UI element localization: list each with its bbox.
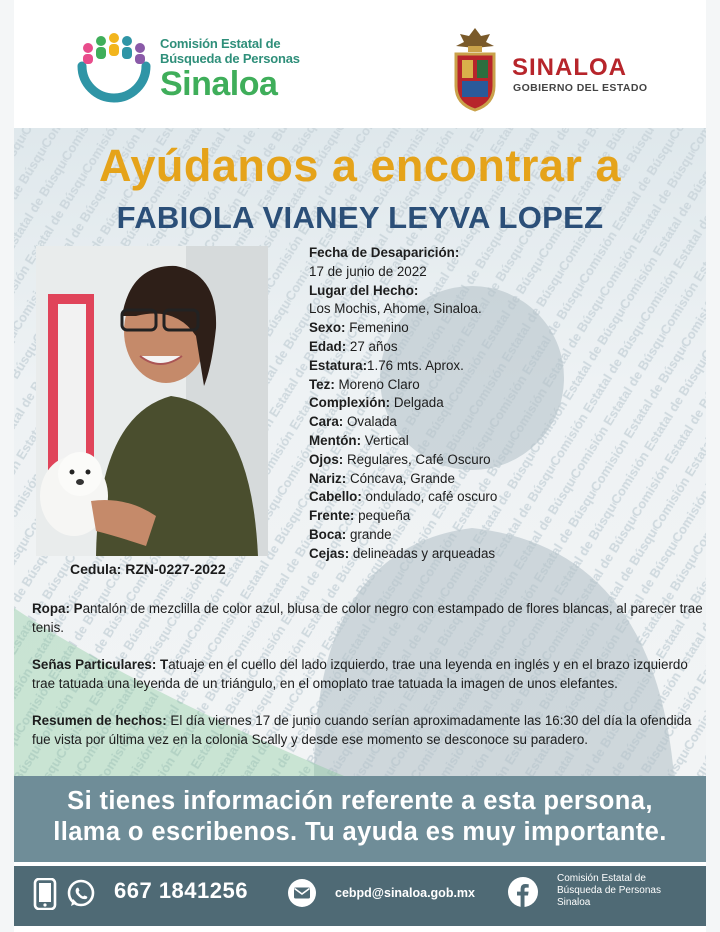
fact-complexion: Complexión: Delgada [309,395,444,411]
footer-org-line-2: Búsqueda de Personas [557,885,661,896]
facebook-icon[interactable] [507,876,539,908]
fact-tez: Tez: Moreno Claro [309,376,420,392]
fact-cabello: Cabello: ondulado, café oscuro [309,489,498,505]
fact-cara: Cara: Ovalada [309,414,397,430]
whatsapp-icon [66,879,96,909]
fact-estatura: Estatura:1.76 mts. Aprox. [309,357,464,373]
cta-line-1: Si tienes información referente a esta persona, [67,787,653,815]
resumen-paragraph: Resumen de hechos: El día viernes 17 de junio cuando serían aproximadamente las 16:30 del día la ofendida fue vista por última vez en la colonia Scally y desde ese momento se desconoce su paradero. [32,713,692,747]
org-line-3: Sinaloa [160,65,278,103]
fact-fecha-label: Fecha de Desaparición: [309,245,460,260]
senas-paragraph: Señas Particulares: Tatuaje en el cuello del lado izquierdo, trae una leyenda en inglés y en el brazo izquierdo trae tatuada una leyenda de un triángulo, en el omoplato trae tatuada la imagen de unos elefantes. [32,657,688,691]
fact-frente: Frente: pequeña [309,508,411,524]
cta-line-2: llama o escribenos. Tu ayuda es muy importante. [53,818,667,846]
fact-edad: Edad: 27 años [309,338,398,354]
person-facts [309,244,699,564]
call-to-action-text [0,786,720,848]
missing-person-photo [36,246,268,556]
email-icon [287,878,317,908]
fact-ojos: Ojos: Regulares, Café Oscuro [309,451,491,467]
gov-subtitle: GOBIERNO DEL ESTADO [513,82,648,94]
org-line-1: Comisión Estatal de [160,36,281,51]
contact-email[interactable]: cebpd@sinaloa.gob.mx [335,886,475,900]
footer-org-line-1: Comisión Estatal de [557,873,646,884]
fact-boca: Boca: grande [309,526,392,542]
sinaloa-seal-icon [450,26,500,112]
fact-lugar-value: Los Mochis, Ahome, Sinaloa. [309,301,482,317]
ropa-paragraph: Ropa: Pantalón de mezclilla de color azul, blusa de color negro con estampado de flores blancas, al parecer trae tenis. [32,601,703,635]
fact-menton: Mentón: Vertical [309,432,409,448]
footer-org-name [557,873,661,909]
mobile-phone-icon [32,878,58,910]
contact-phone[interactable]: 667 1841256 [114,878,248,903]
org-line-2: Búsqueda de Personas [160,51,300,66]
fact-nariz: Nariz: Cóncava, Grande [309,470,455,486]
fact-sexo: Sexo: Femenino [309,320,409,336]
fact-fecha-value: 17 de junio de 2022 [309,263,427,279]
fact-cejas: Cejas: delineadas y arqueadas [309,545,496,561]
footer-org-line-3: Sinaloa [557,897,591,908]
headline: Ayúdanos a encontrar a [99,140,621,191]
gov-title: SINALOA [512,54,627,81]
cebp-people-logo-icon [74,26,154,110]
fact-lugar-label: Lugar del Hecho: [309,282,419,298]
cedula-number: Cedula: RZN-0227-2022 [70,561,226,577]
person-name: FABIOLA VIANEY LEYVA LOPEZ [116,200,604,235]
cebp-wordmark [160,36,300,102]
